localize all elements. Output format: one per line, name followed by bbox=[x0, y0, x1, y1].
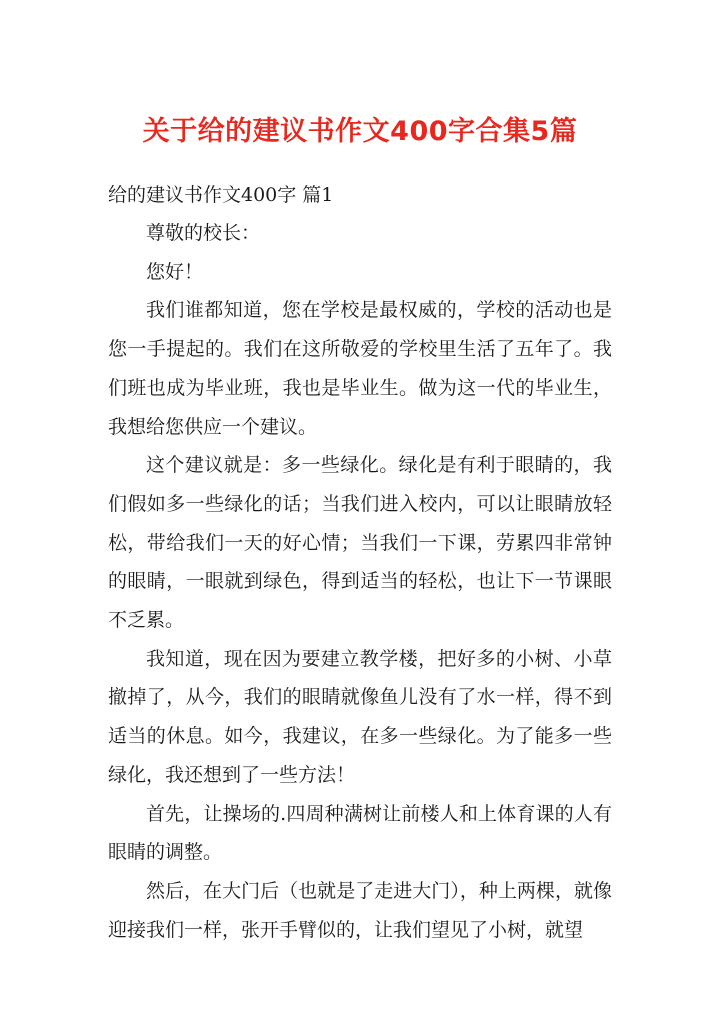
greeting: 您好！ bbox=[146, 260, 204, 283]
salutation: 尊敬的校长： bbox=[146, 222, 261, 244]
paragraph: 我知道，现在因为要建立教学楼，把好多的小树、小草撤掉了，从今，我们的眼睛就像鱼儿没有了水一样，得不到适当的休息。如今，我建议，在多一些绿化。为了能多一些绿化，我还想到了一些方法！ bbox=[108, 647, 612, 786]
paragraph: 然后，在大门后（也就是了走进大门），种上两棵，就像迎接我们一样，张开手臂似的，让我们望见了小树，就望 bbox=[108, 879, 612, 941]
document-title: 关于给的建议书作文400字合集5篇 bbox=[142, 116, 578, 147]
section-heading: 给的建议书作文400字 篇1 bbox=[108, 184, 334, 206]
paragraph: 首先，让操场的.四周种满树让前楼人和上体育课的人有眼睛的调整。 bbox=[108, 802, 612, 864]
paragraph: 这个建议就是：多一些绿化。绿化是有利于眼睛的，我们假如多一些绿化的话；当我们进入校内，可以让眼睛放轻松，带给我们一天的好心情；当我们一下课，劳累四非常钟的眼睛，一眼就到绿色，得到适当的轻松，也让下一节课眼不乏累。 bbox=[108, 454, 612, 632]
document-body bbox=[108, 214, 612, 949]
paragraph: 我们谁都知道，您在学校是最权威的，学校的活动也是您一手提起的。我们在这所敬爱的学校里生活了五年了。我们班也成为毕业班，我也是毕业生。做为这一代的毕业生，我想给您供应一个建议。 bbox=[108, 299, 612, 438]
